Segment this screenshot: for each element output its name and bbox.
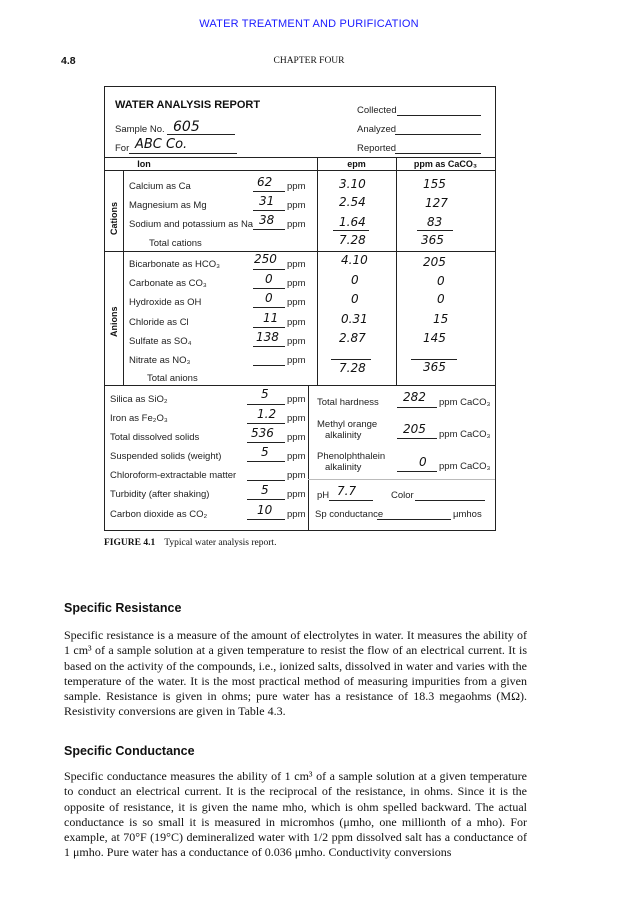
value-line [253, 210, 285, 211]
value-line [253, 288, 285, 289]
ion-name: Chloride as Cl [129, 317, 189, 328]
ion-epm-value: 0 [351, 292, 359, 306]
total-hardness-value: 282 [403, 390, 426, 404]
collected-label: Collected [357, 105, 397, 116]
total-hardness-line [397, 407, 437, 408]
ion-name: Sulfate as SO₄ [129, 336, 192, 347]
for-value: ABC Co. [135, 137, 188, 152]
sp-conductance-line [377, 519, 451, 520]
misc-name: Chloroform-extractable matter [110, 470, 237, 481]
ppm-unit: ppm [287, 355, 306, 366]
sp-conductance-unit: μmhos [453, 509, 482, 520]
misc-name: Turbidity (after shaking) [110, 489, 210, 500]
running-title: WATER TREATMENT AND PURIFICATION [199, 18, 419, 30]
misc-name: Suspended solids (weight) [110, 451, 222, 462]
phenolphthalein-unit: ppm CaCO₃ [439, 461, 491, 472]
ph-label: pH [317, 490, 330, 501]
section-body-specific-conductance: Specific conductance measures the ability of 1 cm³ of a sample solution at a given temperature to conduct an electrical current. It is the reciprocal of the resistance, in ohms. Since it is the opposite of resistance, it is given the name mho, which is ohm spelled backward. The actual conductance is so small it is measured in micromhos (μmho, one millionth of a mho). For example, at 70°F (19°C) demineralized water with 1/2 ppm dissolved salt has a conductance of 1 μmho. Pure water has a conductance of 0.036 μmho. Conductivity conversions [64, 769, 527, 860]
value-line [247, 480, 285, 481]
anions-side-label: Anions [109, 306, 119, 337]
misc-divider [308, 385, 309, 530]
total-hardness-label: Total hardness [317, 397, 379, 408]
misc-value: 5 [261, 445, 269, 459]
color-label: Color [391, 490, 414, 501]
water-analysis-report-form [104, 86, 496, 531]
ion-ppm-value: 62 [257, 175, 273, 189]
methyl-orange-label: Methyl orange [317, 419, 378, 430]
page-number: 4.8 [61, 55, 76, 67]
value-line [253, 191, 285, 192]
ion-ppm-value: 31 [259, 194, 275, 208]
ion-name: Magnesium as Mg [129, 200, 207, 211]
ion-epm-value: 2.54 [339, 195, 366, 209]
ph-row-divider [308, 479, 495, 480]
reported-label: Reported [357, 143, 397, 154]
analyzed-line [395, 134, 481, 135]
misc-value: 5 [261, 483, 269, 497]
group-label-divider [123, 170, 124, 385]
ion-caco3-value: 15 [433, 312, 449, 326]
ion-ppm-value: 11 [263, 311, 279, 325]
for-line [129, 153, 237, 154]
value-line [247, 499, 285, 500]
methyl-orange-value: 205 [403, 422, 426, 436]
table-top-line [105, 157, 495, 158]
table-header-line [105, 170, 495, 171]
ppm-unit: ppm [287, 259, 306, 270]
ppm-unit: ppm [287, 413, 306, 424]
value-line [253, 365, 285, 366]
misc-value: 1.2 [257, 407, 277, 421]
cations-sum-line-caco3 [417, 230, 453, 231]
phenolphthalein-line [397, 471, 437, 472]
ion-epm-value: 0 [351, 273, 359, 287]
ppm-unit: ppm [287, 451, 306, 462]
phenolphthalein-label: Phenolphthalein [317, 451, 386, 462]
ion-name: Hydroxide as OH [129, 297, 202, 308]
cations-side-label: Cations [109, 201, 119, 235]
ion-name: Nitrate as NO₃ [129, 355, 191, 366]
ppm-unit: ppm [287, 470, 306, 481]
sp-conductance-label: Sp conductance [315, 509, 384, 520]
misc-name: Silica as SiO₂ [110, 394, 168, 405]
ion-epm-value: 2.87 [339, 331, 366, 345]
value-line [247, 404, 285, 405]
figure-caption [104, 538, 276, 548]
ppm-column-divider [396, 157, 397, 385]
ion-caco3-value: 145 [423, 331, 446, 345]
ion-name: Bicarbonate as HCO₃ [129, 259, 220, 270]
methyl-orange-unit: ppm CaCO₃ [439, 429, 491, 440]
value-line [247, 519, 285, 520]
misc-name: Carbon dioxide as CO₂ [110, 509, 208, 520]
ion-ppm-value: 250 [254, 252, 277, 266]
color-line [415, 500, 485, 501]
section-heading-specific-resistance: Specific Resistance [64, 601, 182, 615]
ion-ppm-value: 0 [265, 272, 273, 286]
analyzed-label: Analyzed [357, 124, 397, 135]
ion-ppm-value: 138 [256, 330, 279, 344]
section-body-specific-resistance: Specific resistance is a measure of the amount of electrolytes in water. It measures the ability of 1 cm³ of a sample solution at a given temperature to resist the flow of an electrical current. It is based on the activity of the compounds, i.e., ionized salts, dissolved in water and varies with the temperature of the water. It is the most practical method of measuring impurities from a given sample. Resistance is given in ohms; pure water has a resistance of 18.3 megaohms (MΩ). Resistivity conversions are given in Table 4.3. [64, 628, 527, 719]
sample-no-label: Sample No. [115, 124, 165, 135]
collected-line [397, 115, 481, 116]
ion-caco3-value: 0 [437, 292, 445, 306]
ppm-unit: ppm [287, 489, 306, 500]
value-line [247, 423, 285, 424]
phenolphthalein-value: 0 [419, 455, 427, 469]
misc-value: 5 [261, 387, 269, 401]
ion-name: Calcium as Ca [129, 181, 191, 192]
for-label: For [115, 143, 130, 154]
col-header-ion: Ion [137, 159, 151, 169]
misc-value: 536 [251, 426, 274, 440]
ion-name: Carbonate as CO₃ [129, 278, 207, 289]
total-hardness-unit: ppm CaCO₃ [439, 397, 491, 408]
ion-epm-value: 4.10 [341, 253, 368, 267]
total-anions-caco3: 365 [423, 360, 446, 374]
ppm-unit: ppm [287, 181, 306, 192]
reported-line [395, 153, 481, 154]
ppm-unit: ppm [287, 336, 306, 347]
methyl-orange-line [397, 438, 437, 439]
ion-name: Sodium and potassium as Na [129, 219, 254, 230]
ppm-unit: ppm [287, 278, 306, 289]
methyl-orange-label-2: alkalinity [325, 430, 362, 441]
value-line [253, 269, 285, 270]
ph-value: 7.7 [337, 484, 357, 498]
ppm-unit: ppm [287, 509, 306, 520]
value-line [247, 442, 285, 443]
ppm-unit: ppm [287, 432, 306, 443]
ion-caco3-value: 127 [425, 196, 448, 210]
phenolphthalein-label-2: alkalinity [325, 462, 362, 473]
epm-column-divider [317, 157, 318, 385]
misc-name: Iron as Fe₂O₃ [110, 413, 168, 424]
ppm-unit: ppm [287, 394, 306, 405]
ppm-unit: ppm [287, 317, 306, 328]
total-cations-caco3: 365 [421, 233, 444, 247]
total-anions-label: Total anions [147, 373, 198, 384]
value-line [253, 346, 285, 347]
misc-value: 10 [257, 503, 273, 517]
ion-caco3-value: 205 [423, 255, 446, 269]
ion-caco3-value: 0 [437, 274, 445, 288]
report-title: WATER ANALYSIS REPORT [115, 99, 261, 111]
value-line [253, 327, 285, 328]
ion-epm-value: 3.10 [339, 177, 366, 191]
ion-caco3-value: 155 [423, 177, 446, 191]
figure-caption-text: Typical water analysis report. [164, 538, 277, 548]
total-cations-epm: 7.28 [339, 233, 366, 247]
value-line [253, 229, 285, 230]
misc-name: Total dissolved solids [110, 432, 200, 443]
value-line [253, 307, 285, 308]
total-cations-label: Total cations [149, 238, 202, 249]
ph-line [329, 500, 373, 501]
sample-no-value: 605 [173, 119, 200, 135]
ion-ppm-value: 38 [259, 213, 275, 227]
value-line [247, 461, 285, 462]
cations-sum-line-epm [333, 230, 369, 231]
col-header-epm: epm [347, 159, 366, 169]
total-anions-epm: 7.28 [339, 361, 366, 375]
anions-sum-line-epm [331, 359, 371, 360]
ppm-unit: ppm [287, 219, 306, 230]
ion-epm-value: 0.31 [341, 312, 368, 326]
ion-caco3-value: 83 [427, 215, 443, 229]
chapter-label: CHAPTER FOUR [273, 56, 345, 66]
section-heading-specific-conductance: Specific Conductance [64, 744, 195, 758]
ppm-unit: ppm [287, 200, 306, 211]
ion-ppm-value: 0 [265, 291, 273, 305]
cations-anions-divider [105, 251, 495, 252]
ppm-unit: ppm [287, 297, 306, 308]
ion-table-bottom-line [105, 385, 495, 386]
col-header-ppm-caco3: ppm as CaCO₃ [413, 159, 478, 169]
ion-epm-value: 1.64 [339, 215, 366, 229]
figure-label: FIGURE 4.1 [104, 538, 156, 548]
